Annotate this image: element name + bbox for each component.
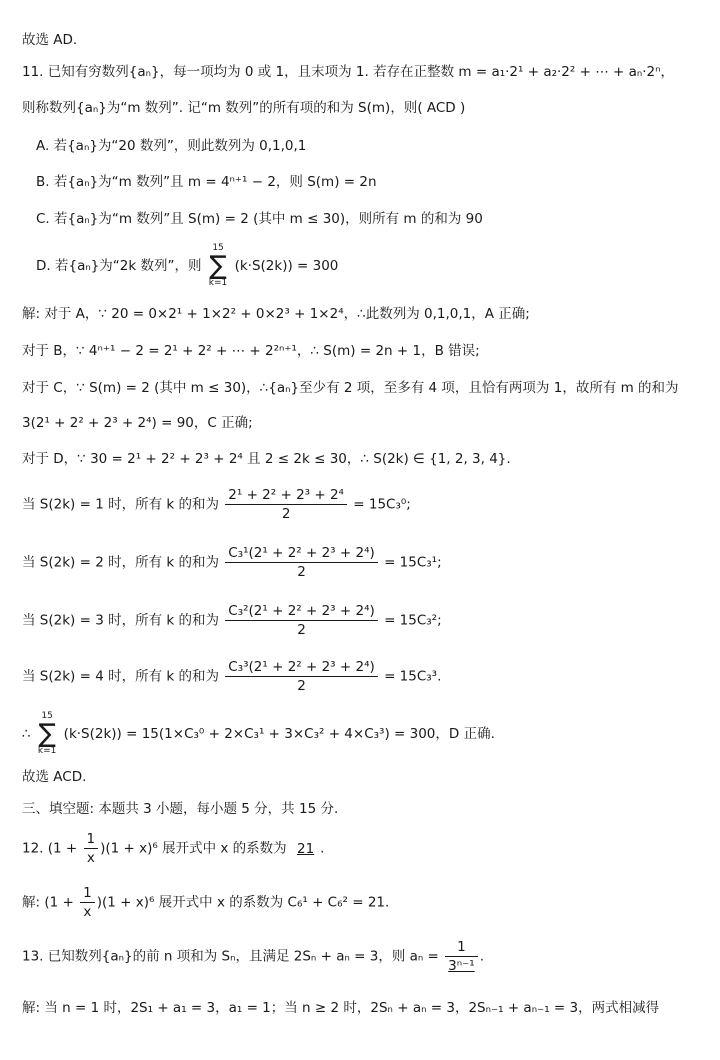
case-s2-result: = 15C₃¹; (384, 554, 442, 571)
sum-lower-limit: k=1 (208, 278, 228, 288)
option-c: C. 若{aₙ}为“m 数列”且 S(m) = 2 (其中 m ≤ 30)，则所有 m 的和为 90 (36, 211, 483, 227)
option-b: B. 若{aₙ}为“m 数列”且 m = 4ⁿ⁺¹ − 2，则 S(m) = 2n (36, 174, 377, 190)
fraction-denominator: 3ⁿ⁻¹ (448, 958, 475, 975)
case-s1-result: = 15C₃⁰; (353, 496, 411, 513)
conclusion-formula: (k·S(2k)) = 15(1×C₃⁰ + 2×C₃¹ + 3×C₃² + 4×C₃³) = 300，D 正确. (63, 726, 495, 742)
case-s2-text: 当 S(2k) = 2 时，所有 k 的和为 (22, 554, 219, 571)
case-s3 (22, 602, 442, 639)
fraction-numerator: 1 (84, 830, 99, 849)
problem-13-text: 13. 已知数列{aₙ}的前 n 项和为 Sₙ，且满足 2Sₙ + aₙ = 3，则 aₙ = (22, 948, 439, 965)
fraction-denominator: 2 (281, 506, 291, 523)
solution-d: 对于 D，∵ 30 = 2¹ + 2² + 2³ + 2⁴ 且 2 ≤ 2k ≤ 30，∴ S(2k) ∈ {1, 2, 3, 4}. (22, 451, 511, 467)
case-s4-text: 当 S(2k) = 4 时，所有 k 的和为 (22, 668, 219, 685)
case-s2-fraction (225, 544, 377, 581)
solution-13: 解: 当 n = 1 时，2S₁ + a₁ = 3，a₁ = 1；当 n ≥ 2 时，2Sₙ + aₙ = 3，2Sₙ₋₁ + aₙ₋₁ = 3，两式相减得 (22, 1000, 660, 1016)
solution-a: 解: 对于 A，∵ 20 = 0×2¹ + 1×2² + 0×2³ + 1×2⁴，∴此数列为 0,1,0,1，A 正确; (22, 306, 530, 322)
case-s1 (22, 486, 411, 523)
problem-13-answer-fraction (445, 938, 478, 975)
case-s4-result: = 15C₃³. (384, 668, 442, 685)
solution-12 (22, 884, 389, 921)
period: . (479, 948, 484, 965)
case-s4-fraction (225, 658, 377, 695)
solution-12-prefix: 解: (1 + (22, 894, 74, 911)
problem-11-question: 则称数列{aₙ}为“m 数列”. 记“m 数列”的所有项的和为 S(m)，则( ACD ) (22, 100, 466, 116)
case-s2 (22, 544, 442, 581)
option-d-formula: (k·S(2k)) = 300 (234, 258, 339, 274)
fraction-numerator: 1 (445, 938, 478, 957)
case-s3-text: 当 S(2k) = 3 时，所有 k 的和为 (22, 612, 219, 629)
solution-c-cont: 3(2¹ + 2² + 2³ + 2⁴) = 90，C 正确; (22, 415, 253, 431)
problem-11-text: 11. 已知有穷数列{aₙ}，每一项均为 0 或 1，且末项为 1. 若存在正整数 (22, 64, 459, 80)
fraction-numerator: C₃²(2¹ + 2² + 2³ + 2⁴) (225, 602, 377, 621)
line-answer-acd: 故选 ACD. (22, 769, 87, 785)
problem-12-answer: 21 (296, 840, 315, 857)
problem-11-formula: m = a₁·2¹ + a₂·2² + ⋯ + aₙ·2ⁿ， (458, 64, 674, 80)
case-s3-fraction (225, 602, 377, 639)
solution-b: 对于 B，∵ 4ⁿ⁺¹ − 2 = 2¹ + 2² + ⋯ + 2²ⁿ⁺¹，∴ S(m) = 2n + 1，B 错误; (22, 343, 480, 359)
fraction-numerator: C₃¹(2¹ + 2² + 2³ + 2⁴) (225, 544, 377, 563)
problem-12-text: )(1 + x)⁶ 展开式中 x 的系数为 (100, 840, 287, 857)
option-d (36, 244, 338, 288)
fraction-denominator: 2 (297, 564, 306, 581)
case-s4 (22, 658, 441, 695)
fraction-denominator: 2 (297, 622, 306, 639)
fraction-denominator: x (86, 850, 95, 867)
fraction-denominator: x (83, 904, 92, 921)
case-s1-text: 当 S(2k) = 1 时，所有 k 的和为 (22, 496, 219, 513)
fraction-numerator: C₃³(2¹ + 2² + 2³ + 2⁴) (225, 658, 377, 677)
problem-12-prefix: 12. (1 + (22, 840, 78, 857)
fraction-denominator: 2 (297, 678, 306, 695)
case-s1-fraction (225, 486, 347, 523)
section-heading-fill-in: 三、填空题: 本题共 3 小题，每小题 5 分，共 15 分. (22, 801, 339, 817)
solution-12-text: )(1 + x)⁶ 展开式中 x 的系数为 C₆¹ + C₆² = 21. (96, 894, 390, 911)
option-d-text: D. 若{aₙ}为“2k 数列”，则 (36, 258, 202, 274)
therefore-symbol: ∴ (22, 726, 31, 742)
summation-sign (38, 712, 56, 756)
sum-symbol: ∑ (38, 719, 56, 749)
period: . (320, 840, 325, 857)
option-a: A. 若{aₙ}为“20 数列”，则此数列为 0,1,0,1 (36, 138, 307, 154)
fraction-numerator: 2¹ + 2² + 2³ + 2⁴ (225, 486, 347, 505)
problem-12 (22, 830, 324, 867)
problem-11-stem (22, 64, 674, 81)
one-over-x-fraction (80, 884, 95, 921)
case-s3-result: = 15C₃²; (384, 612, 442, 629)
sum-upper-limit: 15 (41, 711, 53, 721)
one-over-x-fraction (84, 830, 99, 867)
solution-d-conclusion (22, 712, 495, 756)
line-answer-ad: 故选 AD. (22, 32, 78, 48)
problem-13 (22, 938, 484, 975)
solution-c: 对于 C，∵ S(m) = 2 (其中 m ≤ 30)，∴{aₙ}至少有 2 项，至多有 4 项，且恰有两项为 1，故所有 m 的和为 (22, 380, 679, 396)
sum-upper-limit: 15 (212, 243, 224, 253)
sum-symbol: ∑ (209, 251, 227, 281)
sum-lower-limit: k=1 (37, 746, 57, 756)
summation-sign (209, 244, 227, 288)
fraction-numerator: 1 (80, 884, 95, 903)
